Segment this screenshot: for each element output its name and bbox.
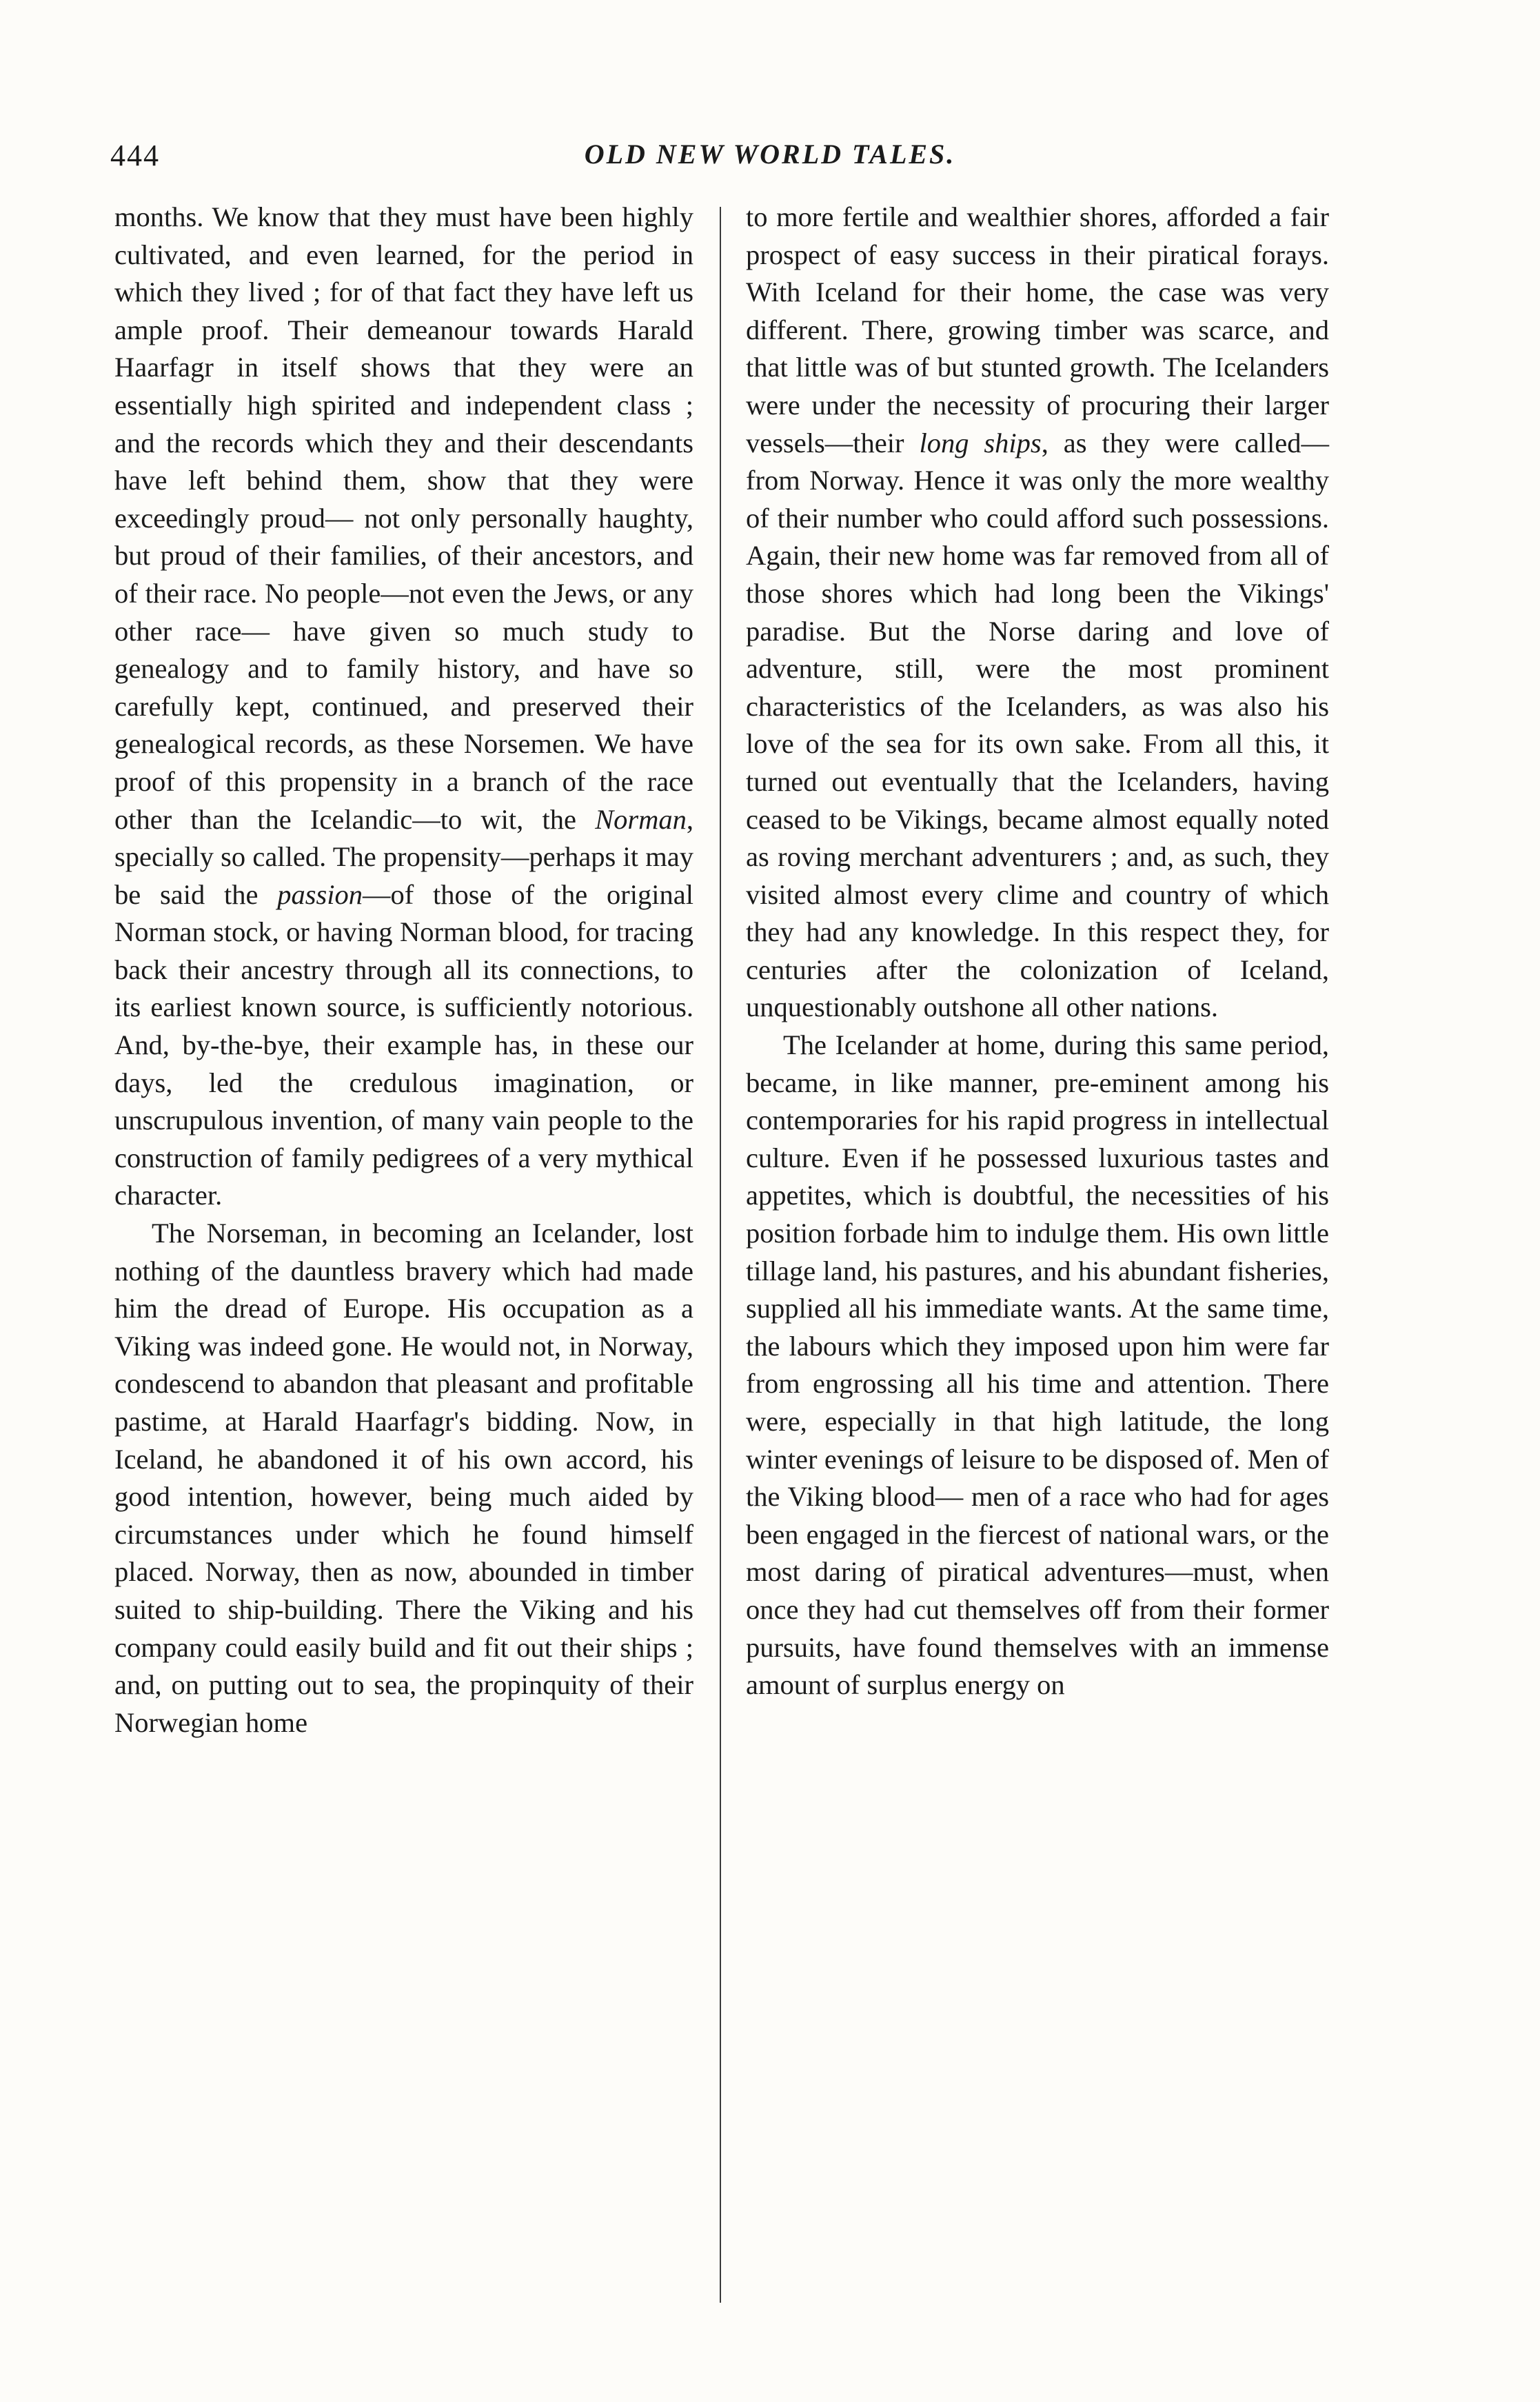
left-paragraph-2: The Norseman, in becoming an Icelander, lost nothing of the dauntless bravery which had made him the dread of Europe. His occupation as a Viking was indeed gone. He would not, in Norway, condescend to abandon that pleasant and profitable pastime, at Harald Haarfagr's bidding. Now, in Iceland, he abandoned it of his own accord, his good intention, however, being much aided by circumstances under which he found himself placed. Norway, then as now, abounded in timber suited to ship-building. There the Viking and his company could easily build and fit out their ships ; and, on putting out to sea, the propinquity of their Norwegian home (114, 1218, 693, 1738)
left-column (114, 199, 693, 1742)
right-paragraph-1-italic-long-ships: long ships (919, 427, 1042, 458)
right-paragraph-1-text-b: , as they were called—from Norway. Hence it was only the more wealthy of their number who could afford such possessions. Again, their new home was far removed from all of those shores which had long been the Vikings' paradise. But the Norse daring and love of adventure, still, were the most prominent characteristics of the Icelanders, as was also his love of the sea for its own sake. From all this, it turned out eventually that the Icelanders, having ceased to be Vikings, became almost equally noted as roving merchant adventurers ; and, as such, they visited almost every clime and country of which they had any knowledge. In this respect they, for centuries after the colonization of Iceland, unquestionably outshone all other nations. (746, 427, 1329, 1023)
right-paragraph-1-text-a: to more fertile and wealthier shores, afforded a fair prospect of easy success in their piratical forays. With Iceland for their home, the case was very different. There, growing timber was scarce, and that little was of but stunted growth. The Icelanders were under the necessity of procuring their larger vessels—their (746, 201, 1329, 458)
left-paragraph-1-text-b: , specially so called. The propensity—perhaps it may be said the (114, 803, 693, 910)
left-paragraph-1-text-a: months. We know that they must have been highly cultivated, and even learned, for the period in which they lived ; for of that fact they have left us ample proof. Their demeanour towards Harald Haarfagr in itself shows that they were an essentially high spirited and independent class ; and the records which they and their descendants have left behind them, show that they were exceedingly proud— not only personally haughty, but proud of their families, of their ancestors, and of their race. No people—not even the Jews, or any other race— have given so much study to genealogy and to family history, and have so carefully kept, continued, and preserved their genealogical records, as these Norsemen. We have proof of this propensity in a branch of the race other than the Icelandic—to wit, the (114, 201, 693, 835)
left-paragraph-1-italic-passion: passion (277, 878, 363, 910)
right-paragraph-2: The Icelander at home, during this same period, became, in like manner, pre-eminent among his contemporaries for his rapid progress in intellectual culture. Even if he possessed luxurious tastes and appetites, which is doubtful, the necessities of his position forbade him to indulge them. His own little tillage land, his pastures, and his abundant fisheries, supplied all his immediate wants. At the same time, the labours which they imposed upon him were far from engrossing all his time and attention. There were, especially in that high latitude, the long winter evenings of leisure to be disposed of. Men of the Viking blood— men of a race who had for ages been engaged in the fiercest of national wars, or the most daring of piratical adventures—must, when once they had cut themselves off from their former pursuits, have found themselves with an immense amount of surplus energy on (746, 1029, 1329, 1701)
page-number: 444 (110, 139, 160, 172)
right-column (746, 199, 1329, 1704)
page-header (0, 138, 1540, 179)
right-paragraph-1 (746, 199, 1329, 1027)
running-title: OLD NEW WORLD TALES. (584, 139, 956, 170)
left-paragraph-1-italic-norman: Norman (595, 803, 687, 835)
column-divider (720, 207, 721, 2303)
left-paragraph-1-text-c: —of those of the original Norman stock, or having Norman blood, for tracing back their ancestry through all its connections, to its earliest known source, is sufficiently notorious. And, by-the-bye, their example has, in these our days, led the credulous imagination, or unscrupulous invention, of many vain people to the construction of family pedigrees of a very mythical character. (114, 878, 693, 1211)
left-paragraph-1 (114, 199, 693, 1215)
